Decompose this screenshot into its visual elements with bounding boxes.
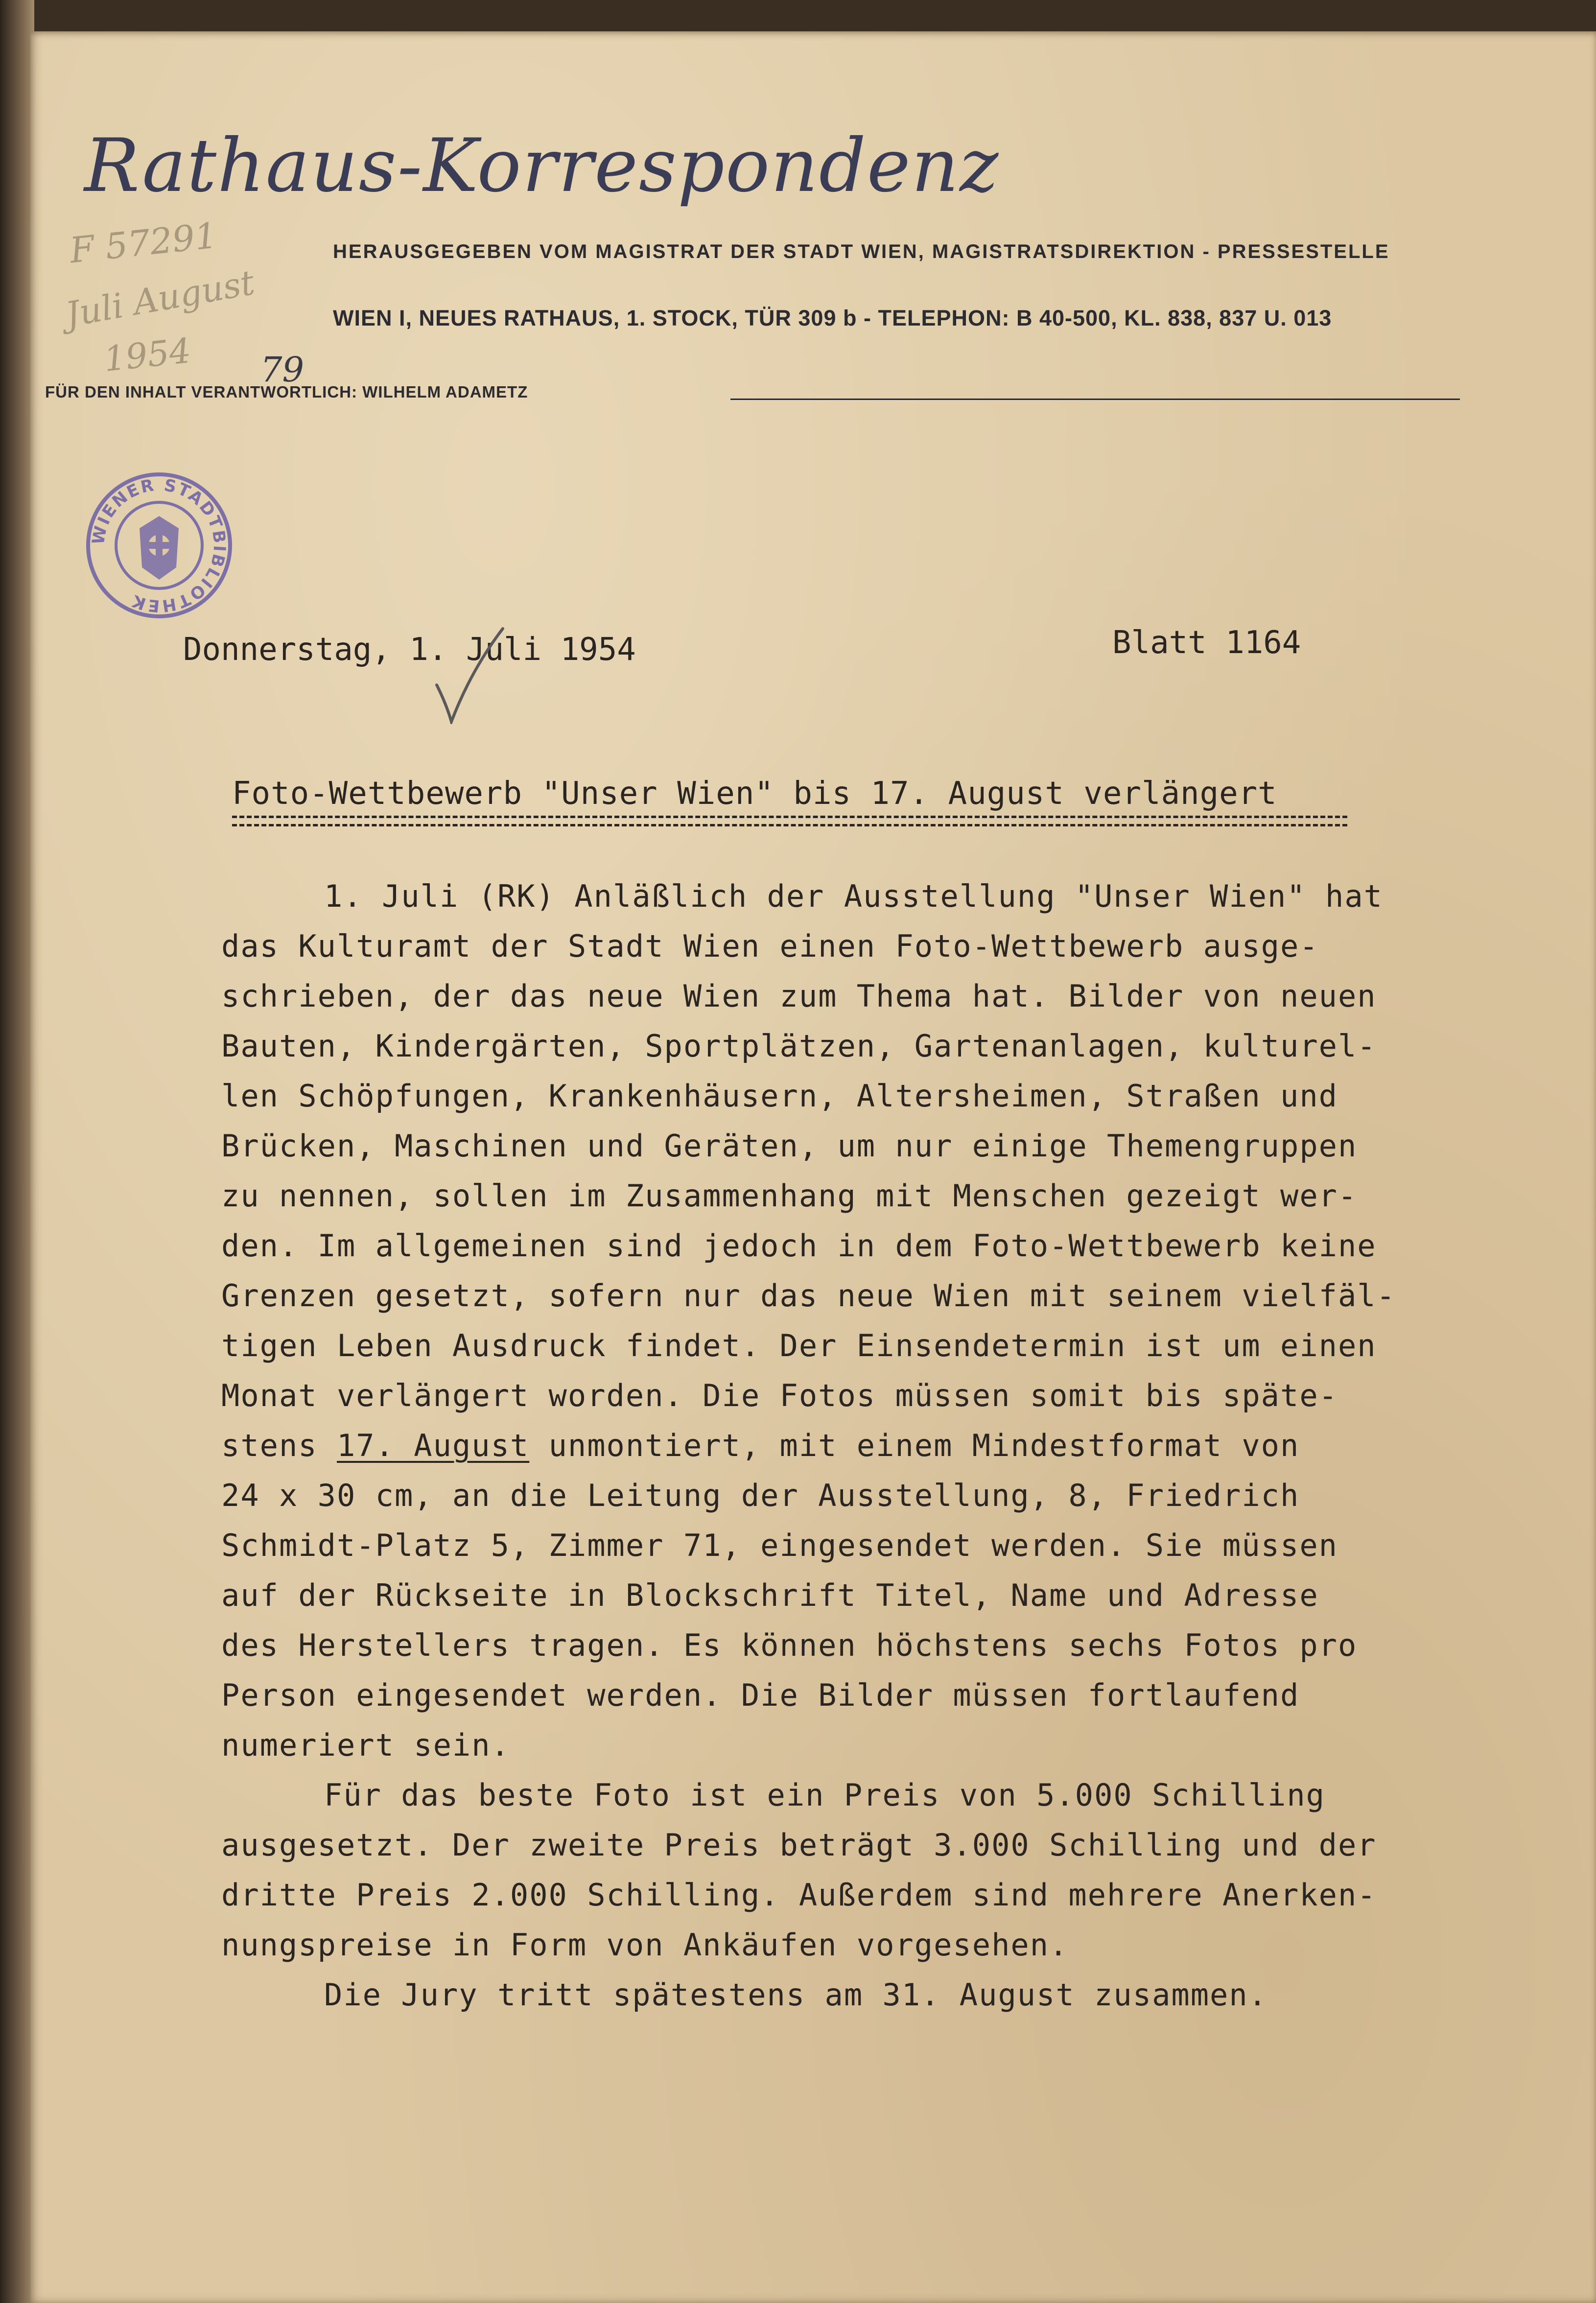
article-line: nungspreise in Form von Ankäufen vorgesehen. xyxy=(221,1927,1069,1963)
responsible-line: FÜR DEN INHALT VERANTWORTLICH: WILHELM ADAMETZ xyxy=(45,383,528,401)
article-text: stens xyxy=(221,1428,337,1463)
headline-double-rule xyxy=(232,816,1347,826)
article-line: Grenzen gesetzt, sofern nur das neue Wien mit seinem vielfäl- xyxy=(221,1278,1396,1314)
article-line: Schmidt-Platz 5, Zimmer 71, eingesendet werden. Sie müssen xyxy=(221,1528,1338,1563)
article-line: schrieben, der das neue Wien zum Thema hat. Bilder von neuen xyxy=(221,978,1377,1014)
article-line: 1. Juli (RK) Anläßlich der Ausstellung "Unser Wien" hat xyxy=(324,878,1383,914)
article-line: Bauten, Kindergärten, Sportplätzen, Gartenanlagen, kulturel- xyxy=(221,1028,1377,1064)
article-line: len Schöpfungen, Krankenhäusern, Altersheimen, Straßen und xyxy=(221,1078,1338,1114)
article-line: das Kulturamt der Stadt Wien einen Foto-Wettbewerb ausge- xyxy=(221,928,1319,964)
article-line: Person eingesendet werden. Die Bilder müssen fortlaufend xyxy=(221,1677,1300,1713)
masthead-title: Rathaus-Korrespondenz xyxy=(84,123,1000,209)
document-page xyxy=(30,31,1596,2303)
publisher-line: HERAUSGEGEBEN VOM MAGISTRAT DER STADT WIEN, MAGISTRATSDIREKTION - PRESSESTELLE xyxy=(333,241,1390,262)
article-line: numeriert sein. xyxy=(221,1727,510,1763)
archive-note-months: Juli August xyxy=(62,262,258,335)
article-line: den. Im allgemeinen sind jedoch in dem Foto-Wettbewerb keine xyxy=(221,1228,1377,1264)
article-line: dritte Preis 2.000 Schilling. Außerdem sind mehrere Anerken- xyxy=(221,1877,1377,1913)
deadline-date: 17. August xyxy=(336,1428,530,1463)
article-headline: Foto-Wettbewerb "Unser Wien" bis 17. August verlängert xyxy=(232,776,1277,812)
article-line: ausgesetzt. Der zweite Preis beträgt 3.000 Schilling und der xyxy=(221,1827,1377,1863)
archive-note-signature: F 57291 xyxy=(68,214,219,271)
folio-number: 79 xyxy=(260,350,305,390)
responsible-rule xyxy=(730,399,1460,400)
article-line: auf der Rückseite in Blockschrift Titel, Name und Adresse xyxy=(221,1577,1319,1613)
article-line-deadline xyxy=(221,1428,1299,1463)
article-line: des Herstellers tragen. Es können höchstens sechs Fotos pro xyxy=(221,1627,1358,1663)
sheet-number: Blatt 1164 xyxy=(1112,625,1301,661)
document-date: Donnerstag, 1. Juli 1954 xyxy=(183,632,636,668)
article-line: Monat verlängert worden. Die Fotos müssen somit bis späte- xyxy=(221,1378,1338,1413)
article-line: tigen Leben Ausdruck findet. Der Einsendetermin ist um einen xyxy=(221,1328,1377,1363)
article-line: 24 x 30 cm, an die Leitung der Ausstellung, 8, Friedrich xyxy=(221,1478,1300,1513)
article-text: unmontiert, mit einem Mindestformat von xyxy=(529,1428,1300,1463)
article-line: zu nennen, sollen im Zusammenhang mit Menschen gezeigt wer- xyxy=(221,1178,1358,1214)
address-line: WIEN I, NEUES RATHAUS, 1. STOCK, TÜR 309 b - TELEPHON: B 40-500, KL. 838, 837 U. 013 xyxy=(333,306,1332,330)
library-stamp-icon xyxy=(83,470,235,621)
article-line: Die Jury tritt spätestens am 31. August zusammen. xyxy=(324,1977,1268,2013)
pencil-checkmark-icon xyxy=(432,626,505,724)
article-line: Für das beste Foto ist ein Preis von 5.000 Schilling xyxy=(324,1777,1326,1813)
archive-note-year: 1954 xyxy=(102,330,193,380)
svg-text:WIENER STADTBIBLIOTHEK: WIENER STADTBIBLIOTHEK xyxy=(88,475,230,616)
book-binding xyxy=(0,0,34,2303)
article-line: Brücken, Maschinen und Geräten, um nur einige Themengruppen xyxy=(221,1128,1358,1164)
